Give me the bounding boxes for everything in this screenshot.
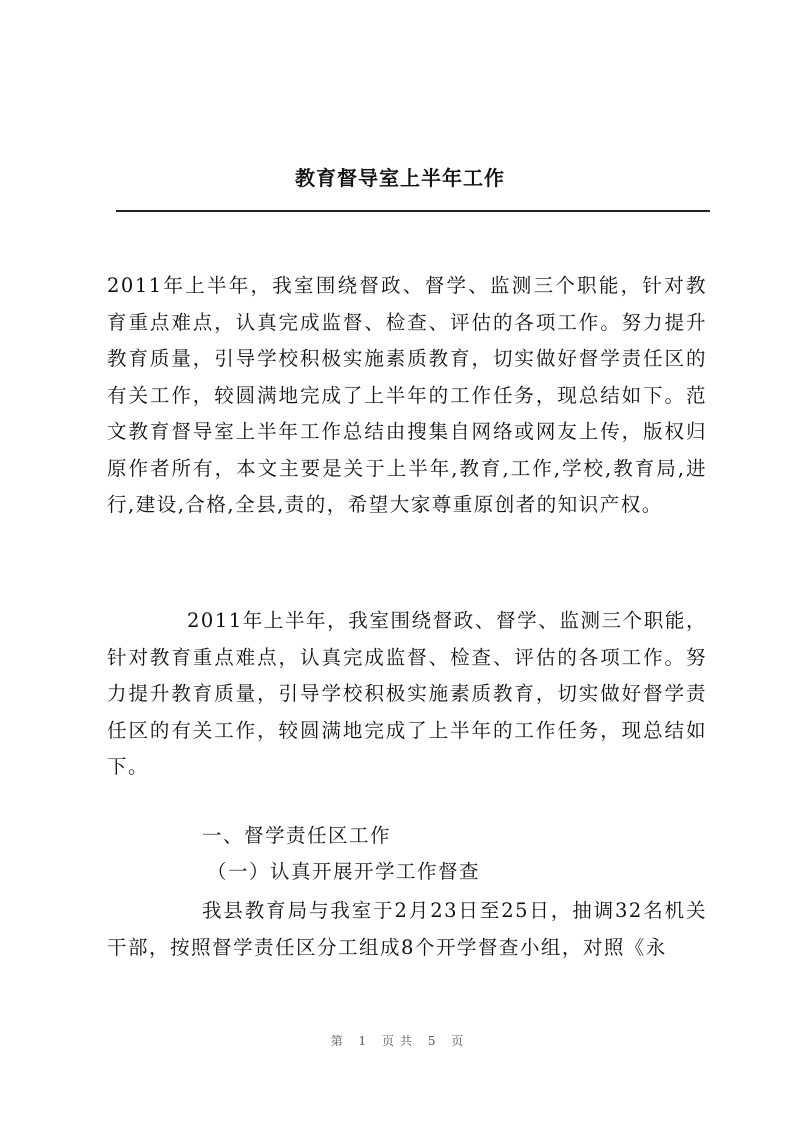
page-title: 教育督导室上半年工作: [295, 166, 505, 190]
body-paragraph: 2011年上半年，我室围绕督政、督学、监测三个职能，针对教育重点难点，认真完成监督、检查、评估的各项工作。努力提升教育质量，引导学校积极实施素质教育，切实做好督学责任区的有关工作，较圆满地完成了上半年的工作任务，现总结如下。: [107, 609, 707, 778]
page-number-footer: 第 1 页共 5 页: [330, 1034, 470, 1048]
section-heading: 一、督学责任区工作: [202, 824, 392, 847]
subsection-heading: （一）认真开展开学工作督查: [207, 860, 481, 883]
intro-paragraph: 2011年上半年，我室围绕督政、督学、监测三个职能，针对教育重点难点，认真完成监督、检查、评估的各项工作。努力提升教育质量，引导学校积极实施素质教育，切实做好督学责任区的有关工作，较圆满地完成了上半年的工作任务，现总结如下。范文教育督导室上半年工作总结由搜集自网络或网友上传，版权归原作者所有，本文主要是关于上半年,教育,工作,学校,教育局,进行,建设,合格,全县,责的，希望大家尊重原创者的知识产权。: [107, 274, 707, 516]
detail-paragraph: 我县教育局与我室于2月23日至25日，抽调32名机关干部，按照督学责任区分工组成8个开学督查小组，对照《永: [107, 899, 707, 959]
title-divider: [116, 210, 710, 212]
